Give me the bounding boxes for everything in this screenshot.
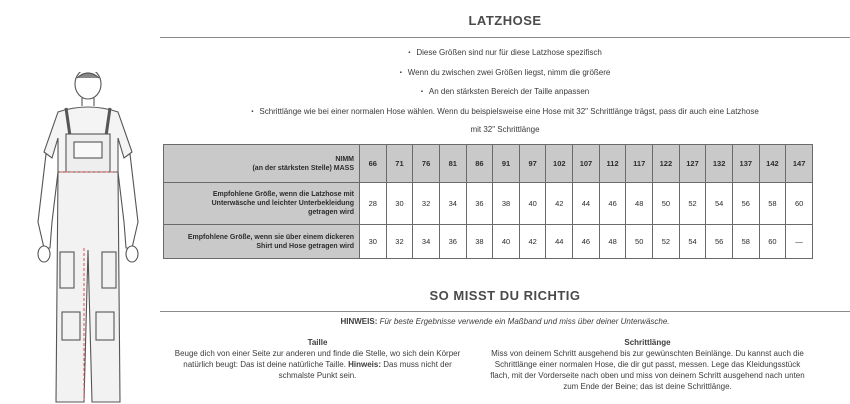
size-cell: 56 <box>706 225 733 259</box>
hint-line <box>160 317 850 326</box>
size-header-cell: 137 <box>732 145 759 183</box>
row-label-line: Empfohlene Größe, wenn sie über einem dickeren <box>187 233 354 241</box>
size-header-cell: 91 <box>493 145 520 183</box>
inseam-instructions <box>490 337 805 392</box>
size-cell: 36 <box>466 183 493 225</box>
size-table-row <box>164 225 813 259</box>
size-header-cell: 127 <box>679 145 706 183</box>
size-cell: 56 <box>732 183 759 225</box>
size-cell: 28 <box>360 183 387 225</box>
size-cell: 34 <box>413 225 440 259</box>
size-header-cell: 112 <box>599 145 626 183</box>
title-divider <box>160 37 850 38</box>
size-cell: 58 <box>732 225 759 259</box>
size-header-cell: 132 <box>706 145 733 183</box>
size-cell: 40 <box>493 225 520 259</box>
hint-text: Für beste Ergebnisse verwende ein Maßband und miss über deiner Unterwäsche. <box>379 317 670 326</box>
inseam-text: Miss von deinem Schritt ausgehend bis zur gewünschten Beinlänge. Du kannst auch die Schrittlänge einer normalen Hose, die dir gut passt, messen. Lege das Kleidungsstück flach, mit der Vorderseite nach oben und miss von deinem Schritt ausgehend nach unten zum Ende der Beine; das ist deine Schrittlänge. <box>490 349 805 391</box>
size-cell: 46 <box>599 183 626 225</box>
size-header-cell: 76 <box>413 145 440 183</box>
measure-section-title: SO MISST DU RICHTIG <box>429 288 581 303</box>
note-item: ▪ Wenn du zwischen zwei Größen liegst, nimm die größere <box>160 64 850 84</box>
size-cell: 60 <box>759 225 786 259</box>
row-label-line: getragen wird <box>308 209 354 216</box>
size-header-cell: 102 <box>546 145 573 183</box>
size-cell: 38 <box>493 183 520 225</box>
page-title: LATZHOSE <box>468 13 542 28</box>
size-header-cell: 117 <box>626 145 653 183</box>
waist-note-text: Das muss nicht der schmalste Punkt sein. <box>278 360 452 380</box>
size-cell: 48 <box>599 225 626 259</box>
size-cell: 52 <box>653 225 680 259</box>
bib-overall-illustration <box>28 72 148 404</box>
size-cell: 54 <box>706 183 733 225</box>
size-cell: 48 <box>626 183 653 225</box>
size-table-header-row <box>164 145 813 183</box>
header-label-line: NIMM <box>335 155 354 163</box>
header-label-line: (an der stärksten Stelle) MASS <box>252 164 354 172</box>
size-header-cell: 107 <box>573 145 600 183</box>
size-cell: 46 <box>573 225 600 259</box>
size-cell: 60 <box>786 183 813 225</box>
size-cell: 38 <box>466 225 493 259</box>
size-table <box>163 144 813 259</box>
note-item: ▪ Diese Größen sind nur für diese Latzhose spezifisch <box>160 44 850 64</box>
size-notes <box>160 44 850 140</box>
size-cell: 44 <box>573 183 600 225</box>
row-label-line: Shirt und Hose getragen wird <box>256 242 354 250</box>
note-item: ▪ Schrittlänge wie bei einer normalen Hose wählen. Wenn du beispielsweise eine Hose mit 32" Schrittlänge trägst, pass dir auch eine Latzhose <box>160 103 850 123</box>
size-cell: 30 <box>386 183 413 225</box>
size-cell: 52 <box>679 183 706 225</box>
waist-heading: Taille <box>307 338 328 347</box>
waist-note-label: Hinweis: <box>348 360 382 369</box>
size-header-cell: 142 <box>759 145 786 183</box>
size-cell: 40 <box>519 183 546 225</box>
row-label-line: Empfohlene Größe, wenn die Latzhose mit <box>212 191 354 198</box>
row-label-line: Unterwäsche und leichter Unterbekleidung <box>211 200 354 207</box>
size-cell: 50 <box>653 183 680 225</box>
size-header-cell: 81 <box>439 145 466 183</box>
size-cell: 42 <box>519 225 546 259</box>
size-cell: 58 <box>759 183 786 225</box>
note-item: ▪ An den stärksten Bereich der Taille anpassen <box>160 83 850 103</box>
size-header-cell: 122 <box>653 145 680 183</box>
size-cell: 36 <box>439 225 466 259</box>
waist-instructions <box>165 337 470 381</box>
size-cell: — <box>786 225 813 259</box>
hint-label: HINWEIS: <box>340 317 378 326</box>
size-cell: 34 <box>439 183 466 225</box>
size-cell: 44 <box>546 225 573 259</box>
size-table-row <box>164 183 813 225</box>
header-label <box>164 145 360 183</box>
size-cell: 30 <box>360 225 387 259</box>
size-cell: 32 <box>386 225 413 259</box>
inseam-heading: Schrittlänge <box>624 338 671 347</box>
size-cell: 42 <box>546 183 573 225</box>
size-header-cell: 86 <box>466 145 493 183</box>
waist-text: Beuge dich von einer Seite zur anderen und finde die Stelle, wo sich dein Körper natürlich beugt: Das ist deine natürliche Taille. <box>174 349 461 369</box>
note-continuation: mit 32" Schrittlänge <box>470 125 540 134</box>
size-cell: 54 <box>679 225 706 259</box>
measure-divider <box>160 311 850 312</box>
size-header-cell: 147 <box>786 145 813 183</box>
row-label <box>164 183 360 225</box>
size-header-cell: 97 <box>519 145 546 183</box>
size-header-cell: 71 <box>386 145 413 183</box>
size-header-cell: 66 <box>360 145 387 183</box>
size-cell: 32 <box>413 183 440 225</box>
row-label <box>164 225 360 259</box>
size-cell: 50 <box>626 225 653 259</box>
